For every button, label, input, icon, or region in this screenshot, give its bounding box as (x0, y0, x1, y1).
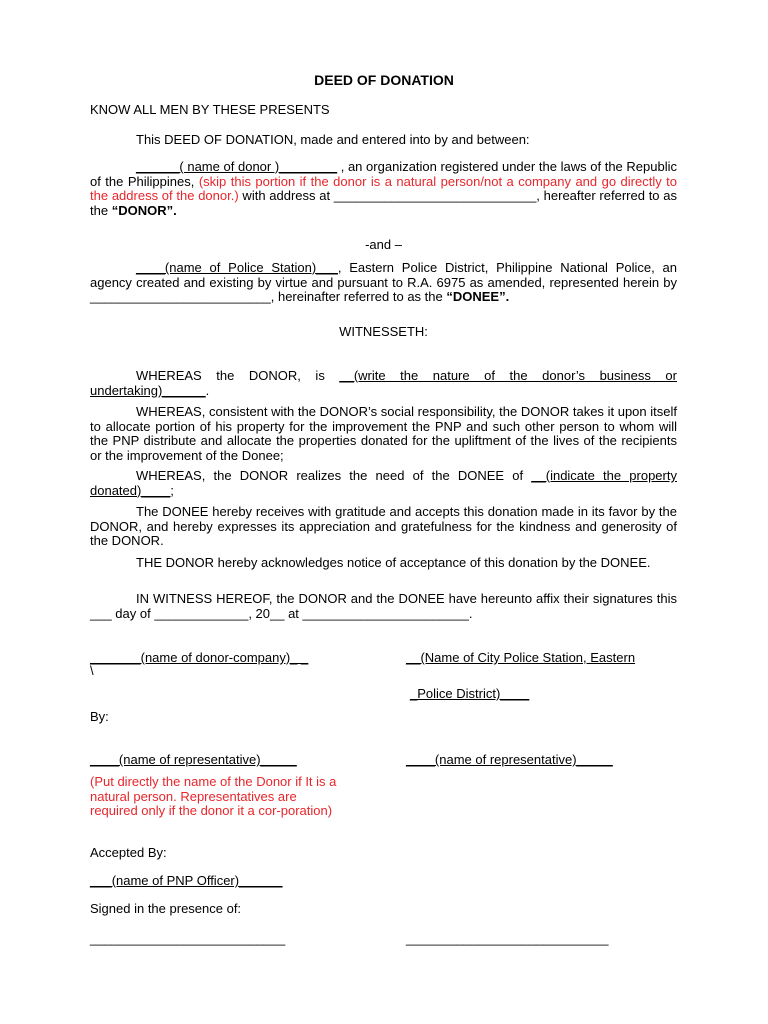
donor-representative-line: ____(name of representative)_____ (90, 752, 297, 767)
donee-text: , Eastern Police District, Philippine National Police, an agency created and existing by virtue and pursuant to R.A. 6975 as amended, represented herein by _________________________, hereinafter referred to as the (90, 260, 677, 304)
stray-backslash: \ (90, 663, 94, 678)
donor-paragraph (90, 160, 677, 218)
document-title: DEED OF DONATION (314, 72, 454, 88)
donor-label: “DONOR”. (111, 202, 177, 218)
whereas-paragraph-2: WHEREAS, consistent with the DONOR’s social responsibility, the DONOR takes it upon itself to allocate portion of his property for the improvement the PNP and such other person to whom will the PNP distribute and allocate the properties donated for the upliftment of the lives of the recipients or the improvement of the Donee; (90, 404, 677, 463)
donee-paragraph (90, 261, 677, 305)
donor-text-1: , an organization registered under the laws of the Republic of the Philippines, (90, 159, 678, 189)
donee-representative-line: ____(name of representative)_____ (406, 752, 613, 767)
police-station-signature-line: __(Name of City Police Station, Eastern (406, 650, 636, 665)
whereas-paragraph-1 (90, 369, 677, 398)
by-label: By: (90, 709, 109, 724)
and-separator: -and – (365, 237, 402, 252)
opening-line: This DEED OF DONATION, made and entered into by and between: (136, 132, 530, 147)
donor-text-2: with address at ____________________________, hereafter referred to as the (90, 188, 678, 218)
donor-name-blank: ______( name of donor )________ (136, 159, 338, 174)
witness-paragraph: IN WITNESS HEREOF, the DONOR and the DONEE have hereunto affix their signatures this ___ day of _____________, 20__ at _______________________. (90, 591, 677, 621)
property-donated-blank: __(indicate the property donated)____; (90, 468, 677, 498)
accepted-by-label: Accepted By: (90, 845, 167, 860)
police-district-signature-line: _Police District)____ (410, 686, 530, 701)
witness-signature-line-right: ____________________________ (406, 931, 609, 946)
natural-person-note: (Put directly the name of the Donor if It is a natural person. Representatives are required only if the donor it a cor-poration) (90, 774, 337, 818)
business-nature-blank: __(write the nature of the donor’s business or undertaking)______ (90, 368, 677, 398)
police-station-blank: ____(name of Police Station)___ (136, 260, 338, 275)
intro-line: KNOW ALL MEN BY THESE PRESENTS (90, 102, 330, 117)
donee-accepts-paragraph: The DONEE hereby receives with gratitude and accepts this donation made in its favor by the DONOR, and hereby expresses its appreciation and gratefulness for the kindness and generosity of the DONOR. (90, 504, 677, 548)
donor-company-signature-line: _______(name of donor-company)_ _ (90, 650, 309, 665)
donor-acknowledgement-paragraph: THE DONOR hereby acknowledges notice of acceptance of this donation by the DONEE. (136, 555, 651, 570)
whereas3-text: WHEREAS, the DONOR realizes the need of the DONEE of (136, 468, 532, 483)
whereas1-end: . (205, 382, 210, 398)
donee-label: “DONEE”. (446, 289, 510, 304)
presence-label: Signed in the presence of: (90, 901, 242, 916)
whereas1-text: WHEREAS the DONOR, is (136, 368, 340, 383)
witnesseth-heading: WITNESSETH: (339, 324, 428, 339)
pnp-officer-line: ___(name of PNP Officer)______ (90, 873, 283, 888)
witness-signature-line-left: ___________________________ (90, 931, 286, 946)
donor-skip-note: (skip this portion if the donor is a natural person/not a company and go directly to the address of the donor.) (90, 173, 678, 203)
whereas-paragraph-3 (90, 469, 677, 498)
